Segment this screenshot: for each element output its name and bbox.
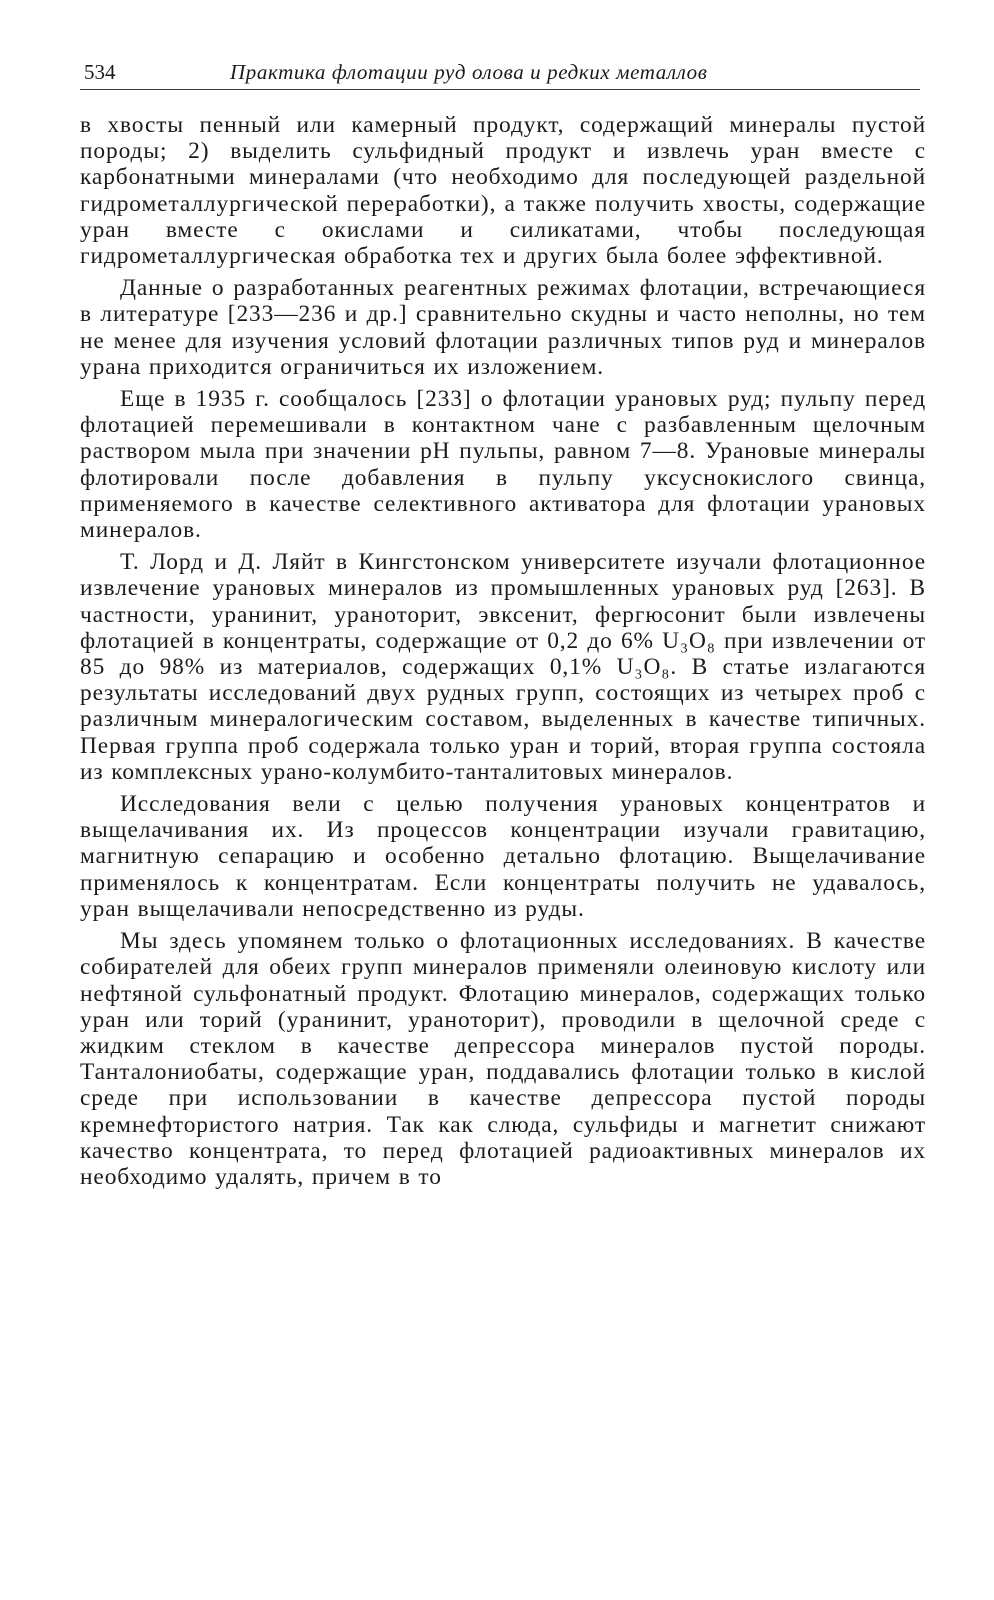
paragraph: Еще в 1935 г. сообщалось [233] о флотации урановых руд; пульпу перед флотацией перемешивали в контактном чане с разбавленным щелочным раствором мыла при значении pH пульпы, равном 7—8. Урановые минералы флотировали после добавления в пульпу уксуснокислого свинца, применяемого в качестве селективного активатора для флотации урановых минералов. — [80, 386, 926, 544]
page-number: 534 — [84, 60, 116, 84]
body-text — [80, 112, 926, 1190]
paragraph: Данные о разработанных реагентных режимах флотации, встречающиеся в литературе [233—236 и др.] сравнительно скудны и часто неполны, но тем не менее для изучения условий флотации различных типов руд и минералов урана приходится ограничиться их изложением. — [80, 275, 926, 380]
page-header — [80, 56, 926, 92]
running-title: Практика флотации руд олова и редких металлов — [230, 60, 708, 84]
header-rule — [80, 89, 920, 90]
paragraph: Т. Лорд и Д. Ляйт в Кингстонском университете изучали флотационное извлечение урановых минералов из промышленных урановых руд [263]. В частности, уранинит, ураноторит, эвксенит, фергюсонит были извлечены флотацией в концентраты, содержащие от 0,2 до 6% U₃O₈ при извлечении от 85 до 98% из материалов, содержащих 0,1% U₃O₈. В статье излагаются результаты исследований двух рудных групп, состоящих из четырех проб с различным минералогическим составом, выделенных в качестве типичных. Первая группа проб содержала только уран и торий, вторая группа состояла из комплексных урано-колумбито-танталитовых минералов. — [80, 549, 926, 785]
paragraph-continuation: в хвосты пенный или камерный продукт, содержащий минералы пустой породы; 2) выделить сульфидный продукт и извлечь уран вместе с карбонатными минералами (что необходимо для последующей раздельной гидрометаллургической переработки), а также получить хвосты, содержащие уран вместе с окислами и силикатами, чтобы последующая гидрометаллургическая обработка тех и других была более эффективной. — [80, 112, 926, 270]
paragraph: Мы здесь упомянем только о флотационных исследованиях. В качестве собирателей для обеих групп минералов применяли олеиновую кислоту или нефтяной сульфонатный продукт. Флотацию минералов, содержащих только уран или торий (уранинит, ураноторит), проводили в щелочной среде с жидким стеклом в качестве депрессора минералов пустой породы. Танталониобаты, содержащие уран, поддавались флотации только в кислой среде при использовании в качестве депрессора пустой породы кремнефтористого натрия. Так как слюда, сульфиды и магнетит снижают качество концентрата, то перед флотацией радиоактивных минералов их необходимо удалять, причем в то — [80, 928, 926, 1190]
book-page — [80, 56, 926, 1196]
paragraph: Исследования вели с целью получения урановых концентратов и выщелачивания их. Из процессов концентрации изучали гравитацию, магнитную сепарацию и особенно детально флотацию. Выщелачивание применялось к концентратам. Если концентраты получить не удавалось, уран выщелачивали непосредственно из руды. — [80, 791, 926, 922]
